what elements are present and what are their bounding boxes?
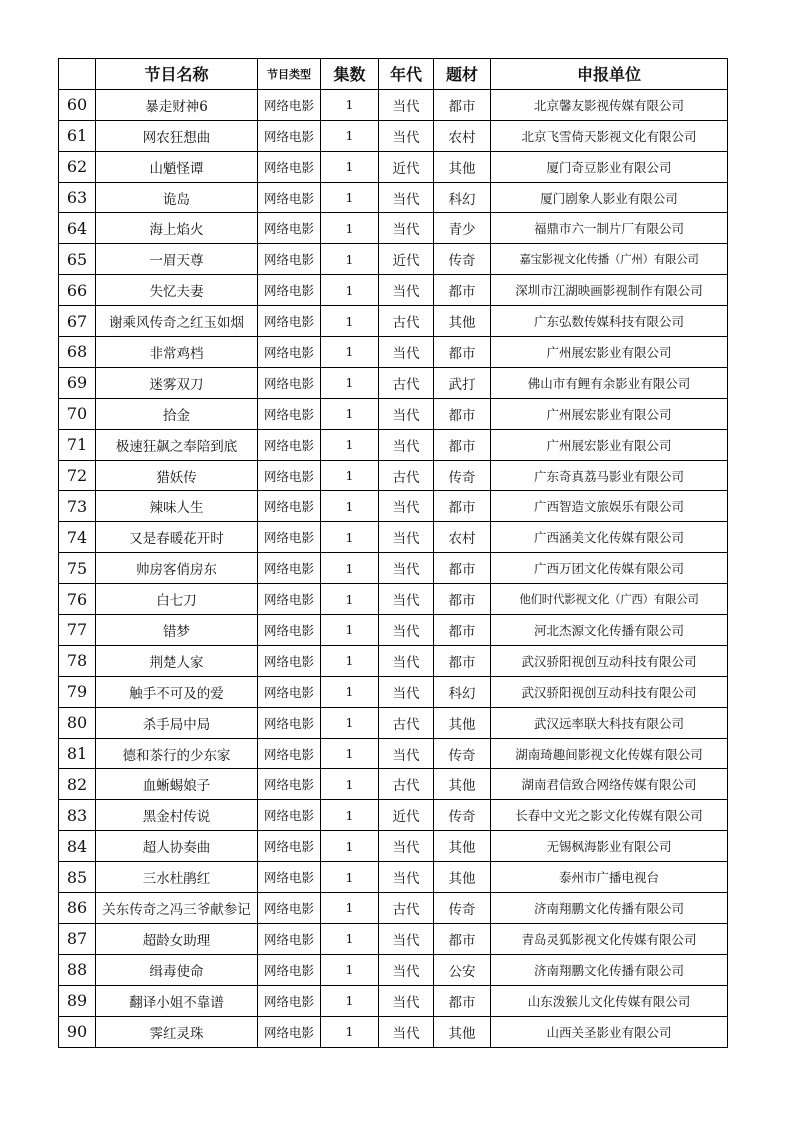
table-row (59, 429, 728, 460)
row-number: 78 (59, 645, 96, 676)
era-cell: 当代 (379, 337, 434, 368)
applicant-unit-cell: 山西关圣影业有限公司 (491, 1016, 728, 1047)
program-type-cell: 网络电影 (258, 862, 321, 893)
era-cell: 当代 (379, 89, 434, 120)
program-type-cell: 网络电影 (258, 306, 321, 337)
program-type-cell: 网络电影 (258, 831, 321, 862)
row-number: 89 (59, 985, 96, 1016)
table-body (59, 89, 728, 1047)
theme-cell: 都市 (434, 615, 491, 646)
theme-cell: 都市 (434, 491, 491, 522)
program-name-cell: 触手不可及的爱 (96, 676, 258, 707)
applicant-unit-cell: 厦门奇豆影业有限公司 (491, 151, 728, 182)
program-type-cell: 网络电影 (258, 615, 321, 646)
row-number: 73 (59, 491, 96, 522)
applicant-unit-cell: 福鼎市六一制片厂有限公司 (491, 213, 728, 244)
table-row (59, 923, 728, 954)
program-type-cell: 网络电影 (258, 460, 321, 491)
table-row (59, 522, 728, 553)
table-row (59, 367, 728, 398)
episodes-cell: 1 (321, 429, 379, 460)
theme-cell: 都市 (434, 89, 491, 120)
program-type-cell: 网络电影 (258, 182, 321, 213)
program-name-cell: 超人协奏曲 (96, 831, 258, 862)
row-number: 90 (59, 1016, 96, 1047)
era-cell: 当代 (379, 584, 434, 615)
episodes-cell: 1 (321, 1016, 379, 1047)
applicant-unit-cell: 广西涵美文化传媒有限公司 (491, 522, 728, 553)
era-cell: 当代 (379, 923, 434, 954)
episodes-cell: 1 (321, 151, 379, 182)
episodes-cell: 1 (321, 615, 379, 646)
row-number: 82 (59, 769, 96, 800)
episodes-cell: 1 (321, 707, 379, 738)
header-program-name: 节目名称 (96, 59, 258, 90)
table-row (59, 831, 728, 862)
program-name-cell: 霁红灵珠 (96, 1016, 258, 1047)
program-name-cell: 极速狂飙之奉陪到底 (96, 429, 258, 460)
episodes-cell: 1 (321, 367, 379, 398)
row-number: 62 (59, 151, 96, 182)
row-number: 81 (59, 738, 96, 769)
header-theme: 题材 (434, 59, 491, 90)
theme-cell: 科幻 (434, 676, 491, 707)
episodes-cell: 1 (321, 213, 379, 244)
table-row (59, 645, 728, 676)
row-number: 75 (59, 553, 96, 584)
applicant-unit-cell: 泰州市广播电视台 (491, 862, 728, 893)
applicant-unit-cell: 广西万团文化传媒有限公司 (491, 553, 728, 584)
program-type-cell: 网络电影 (258, 800, 321, 831)
program-name-cell: 猎妖传 (96, 460, 258, 491)
era-cell: 古代 (379, 893, 434, 924)
applicant-unit-cell: 深圳市江湖映画影视制作有限公司 (491, 275, 728, 306)
program-name-cell: 血蜥蜴娘子 (96, 769, 258, 800)
era-cell: 当代 (379, 120, 434, 151)
era-cell: 当代 (379, 1016, 434, 1047)
program-type-cell: 网络电影 (258, 738, 321, 769)
row-number: 68 (59, 337, 96, 368)
era-cell: 当代 (379, 398, 434, 429)
row-number: 65 (59, 244, 96, 275)
theme-cell: 农村 (434, 120, 491, 151)
theme-cell: 传奇 (434, 800, 491, 831)
program-name-cell: 缉毒使命 (96, 954, 258, 985)
era-cell: 当代 (379, 491, 434, 522)
program-name-cell: 海上焰火 (96, 213, 258, 244)
applicant-unit-cell: 湖南琦趣间影视文化传媒有限公司 (491, 738, 728, 769)
program-name-cell: 帅房客俏房东 (96, 553, 258, 584)
era-cell: 当代 (379, 676, 434, 707)
program-name-cell: 荆楚人家 (96, 645, 258, 676)
era-cell: 当代 (379, 275, 434, 306)
episodes-cell: 1 (321, 306, 379, 337)
era-cell: 当代 (379, 429, 434, 460)
table-header-row (59, 59, 728, 90)
table-row (59, 460, 728, 491)
theme-cell: 其他 (434, 707, 491, 738)
row-number: 63 (59, 182, 96, 213)
table-row (59, 584, 728, 615)
header-no (59, 59, 96, 90)
program-type-cell: 网络电影 (258, 522, 321, 553)
row-number: 76 (59, 584, 96, 615)
table-row (59, 893, 728, 924)
row-number: 71 (59, 429, 96, 460)
table-row (59, 1016, 728, 1047)
era-cell: 近代 (379, 151, 434, 182)
era-cell: 当代 (379, 522, 434, 553)
era-cell: 当代 (379, 645, 434, 676)
program-table-container (58, 58, 728, 1048)
row-number: 77 (59, 615, 96, 646)
program-type-cell: 网络电影 (258, 676, 321, 707)
program-name-cell: 杀手局中局 (96, 707, 258, 738)
episodes-cell: 1 (321, 923, 379, 954)
theme-cell: 其他 (434, 151, 491, 182)
program-name-cell: 迷雾双刀 (96, 367, 258, 398)
program-name-cell: 非常鸡档 (96, 337, 258, 368)
row-number: 83 (59, 800, 96, 831)
table-row (59, 800, 728, 831)
era-cell: 当代 (379, 738, 434, 769)
era-cell: 古代 (379, 367, 434, 398)
program-name-cell: 白七刀 (96, 584, 258, 615)
program-name-cell: 谢乘风传奇之红玉如烟 (96, 306, 258, 337)
episodes-cell: 1 (321, 584, 379, 615)
theme-cell: 都市 (434, 645, 491, 676)
program-name-cell: 又是春暖花开时 (96, 522, 258, 553)
theme-cell: 其他 (434, 306, 491, 337)
theme-cell: 传奇 (434, 460, 491, 491)
theme-cell: 都市 (434, 923, 491, 954)
program-name-cell: 黑金村传说 (96, 800, 258, 831)
episodes-cell: 1 (321, 738, 379, 769)
theme-cell: 其他 (434, 862, 491, 893)
table-row (59, 985, 728, 1016)
program-type-cell: 网络电影 (258, 769, 321, 800)
era-cell: 当代 (379, 862, 434, 893)
table-row (59, 738, 728, 769)
episodes-cell: 1 (321, 460, 379, 491)
theme-cell: 公安 (434, 954, 491, 985)
row-number: 66 (59, 275, 96, 306)
program-name-cell: 辣味人生 (96, 491, 258, 522)
applicant-unit-cell: 北京飞雪倚天影视文化有限公司 (491, 120, 728, 151)
era-cell: 当代 (379, 615, 434, 646)
table-row (59, 182, 728, 213)
era-cell: 古代 (379, 460, 434, 491)
row-number: 86 (59, 893, 96, 924)
episodes-cell: 1 (321, 954, 379, 985)
applicant-unit-cell: 广西智造文旅娱乐有限公司 (491, 491, 728, 522)
row-number: 88 (59, 954, 96, 985)
episodes-cell: 1 (321, 553, 379, 584)
header-applicant-unit: 申报单位 (491, 59, 728, 90)
table-row (59, 89, 728, 120)
applicant-unit-cell: 佛山市有鲤有余影业有限公司 (491, 367, 728, 398)
row-number: 69 (59, 367, 96, 398)
theme-cell: 青少 (434, 213, 491, 244)
program-name-cell: 超龄女助理 (96, 923, 258, 954)
row-number: 61 (59, 120, 96, 151)
episodes-cell: 1 (321, 182, 379, 213)
table-row (59, 862, 728, 893)
episodes-cell: 1 (321, 645, 379, 676)
table-row (59, 120, 728, 151)
theme-cell: 传奇 (434, 244, 491, 275)
table-row (59, 676, 728, 707)
row-number: 67 (59, 306, 96, 337)
applicant-unit-cell: 广东奇真荔马影业有限公司 (491, 460, 728, 491)
theme-cell: 都市 (434, 584, 491, 615)
era-cell: 近代 (379, 800, 434, 831)
applicant-unit-cell: 无锡枫海影业有限公司 (491, 831, 728, 862)
row-number: 85 (59, 862, 96, 893)
row-number: 60 (59, 89, 96, 120)
applicant-unit-cell: 广州展宏影业有限公司 (491, 398, 728, 429)
applicant-unit-cell: 广州展宏影业有限公司 (491, 337, 728, 368)
table-row (59, 306, 728, 337)
episodes-cell: 1 (321, 985, 379, 1016)
applicant-unit-cell: 武汉远率联大科技有限公司 (491, 707, 728, 738)
program-type-cell: 网络电影 (258, 398, 321, 429)
table-row (59, 398, 728, 429)
table-row (59, 615, 728, 646)
program-type-cell: 网络电影 (258, 893, 321, 924)
era-cell: 当代 (379, 831, 434, 862)
applicant-unit-cell: 湖南君信致合网络传媒有限公司 (491, 769, 728, 800)
row-number: 70 (59, 398, 96, 429)
table-row (59, 244, 728, 275)
program-type-cell: 网络电影 (258, 707, 321, 738)
theme-cell: 都市 (434, 985, 491, 1016)
theme-cell: 传奇 (434, 893, 491, 924)
program-name-cell: 一眉天尊 (96, 244, 258, 275)
applicant-unit-cell: 他们时代影视文化（广西）有限公司 (491, 584, 728, 615)
episodes-cell: 1 (321, 862, 379, 893)
episodes-cell: 1 (321, 491, 379, 522)
program-name-cell: 暴走财神6 (96, 89, 258, 120)
row-number: 64 (59, 213, 96, 244)
row-number: 79 (59, 676, 96, 707)
theme-cell: 其他 (434, 831, 491, 862)
table-row (59, 553, 728, 584)
table-row (59, 337, 728, 368)
program-name-cell: 三水杜鹃红 (96, 862, 258, 893)
episodes-cell: 1 (321, 676, 379, 707)
table-row (59, 491, 728, 522)
era-cell: 当代 (379, 985, 434, 1016)
table-row (59, 151, 728, 182)
era-cell: 古代 (379, 769, 434, 800)
theme-cell: 武打 (434, 367, 491, 398)
theme-cell: 其他 (434, 769, 491, 800)
program-name-cell: 拾金 (96, 398, 258, 429)
header-era: 年代 (379, 59, 434, 90)
episodes-cell: 1 (321, 398, 379, 429)
applicant-unit-cell: 嘉宝影视文化传播（广州）有限公司 (491, 244, 728, 275)
program-type-cell: 网络电影 (258, 553, 321, 584)
era-cell: 近代 (379, 244, 434, 275)
theme-cell: 都市 (434, 429, 491, 460)
applicant-unit-cell: 武汉骄阳视创互动科技有限公司 (491, 645, 728, 676)
episodes-cell: 1 (321, 800, 379, 831)
era-cell: 古代 (379, 707, 434, 738)
header-episodes: 集数 (321, 59, 379, 90)
theme-cell: 其他 (434, 1016, 491, 1047)
program-type-cell: 网络电影 (258, 1016, 321, 1047)
program-type-cell: 网络电影 (258, 89, 321, 120)
episodes-cell: 1 (321, 522, 379, 553)
applicant-unit-cell: 长春中文光之影文化传媒有限公司 (491, 800, 728, 831)
applicant-unit-cell: 广州展宏影业有限公司 (491, 429, 728, 460)
program-type-cell: 网络电影 (258, 923, 321, 954)
program-name-cell: 山魈怪谭 (96, 151, 258, 182)
program-name-cell: 诡岛 (96, 182, 258, 213)
era-cell: 古代 (379, 306, 434, 337)
program-type-cell: 网络电影 (258, 367, 321, 398)
row-number: 87 (59, 923, 96, 954)
table-row (59, 213, 728, 244)
era-cell: 当代 (379, 182, 434, 213)
applicant-unit-cell: 青岛灵狐影视文化传媒有限公司 (491, 923, 728, 954)
program-name-cell: 翻译小姐不靠谱 (96, 985, 258, 1016)
program-name-cell: 错梦 (96, 615, 258, 646)
table-row (59, 769, 728, 800)
program-type-cell: 网络电影 (258, 954, 321, 985)
table-row (59, 954, 728, 985)
episodes-cell: 1 (321, 337, 379, 368)
applicant-unit-cell: 济南翔鹏文化传播有限公司 (491, 893, 728, 924)
applicant-unit-cell: 武汉骄阳视创互动科技有限公司 (491, 676, 728, 707)
program-type-cell: 网络电影 (258, 584, 321, 615)
episodes-cell: 1 (321, 244, 379, 275)
episodes-cell: 1 (321, 769, 379, 800)
era-cell: 当代 (379, 954, 434, 985)
program-type-cell: 网络电影 (258, 337, 321, 368)
theme-cell: 都市 (434, 337, 491, 368)
program-type-cell: 网络电影 (258, 645, 321, 676)
applicant-unit-cell: 济南翔鹏文化传播有限公司 (491, 954, 728, 985)
episodes-cell: 1 (321, 831, 379, 862)
program-type-cell: 网络电影 (258, 985, 321, 1016)
program-table (58, 58, 728, 1048)
episodes-cell: 1 (321, 89, 379, 120)
program-type-cell: 网络电影 (258, 491, 321, 522)
program-type-cell: 网络电影 (258, 120, 321, 151)
theme-cell: 农村 (434, 522, 491, 553)
episodes-cell: 1 (321, 893, 379, 924)
row-number: 74 (59, 522, 96, 553)
theme-cell: 科幻 (434, 182, 491, 213)
program-name-cell: 网农狂想曲 (96, 120, 258, 151)
theme-cell: 都市 (434, 275, 491, 306)
program-type-cell: 网络电影 (258, 213, 321, 244)
program-type-cell: 网络电影 (258, 275, 321, 306)
program-type-cell: 网络电影 (258, 244, 321, 275)
row-number: 80 (59, 707, 96, 738)
theme-cell: 传奇 (434, 738, 491, 769)
row-number: 72 (59, 460, 96, 491)
program-type-cell: 网络电影 (258, 151, 321, 182)
row-number: 84 (59, 831, 96, 862)
era-cell: 当代 (379, 553, 434, 584)
episodes-cell: 1 (321, 120, 379, 151)
applicant-unit-cell: 河北杰源文化传播有限公司 (491, 615, 728, 646)
header-program-type: 节目类型 (258, 59, 321, 90)
applicant-unit-cell: 山东泼猴儿文化传媒有限公司 (491, 985, 728, 1016)
program-type-cell: 网络电影 (258, 429, 321, 460)
program-name-cell: 失忆夫妻 (96, 275, 258, 306)
program-name-cell: 关东传奇之冯三爷献参记 (96, 893, 258, 924)
table-row (59, 275, 728, 306)
theme-cell: 都市 (434, 398, 491, 429)
episodes-cell: 1 (321, 275, 379, 306)
applicant-unit-cell: 广东弘数传媒科技有限公司 (491, 306, 728, 337)
theme-cell: 都市 (434, 553, 491, 584)
program-name-cell: 德和茶行的少东家 (96, 738, 258, 769)
table-row (59, 707, 728, 738)
era-cell: 当代 (379, 213, 434, 244)
applicant-unit-cell: 厦门剧象人影业有限公司 (491, 182, 728, 213)
applicant-unit-cell: 北京馨友影视传媒有限公司 (491, 89, 728, 120)
